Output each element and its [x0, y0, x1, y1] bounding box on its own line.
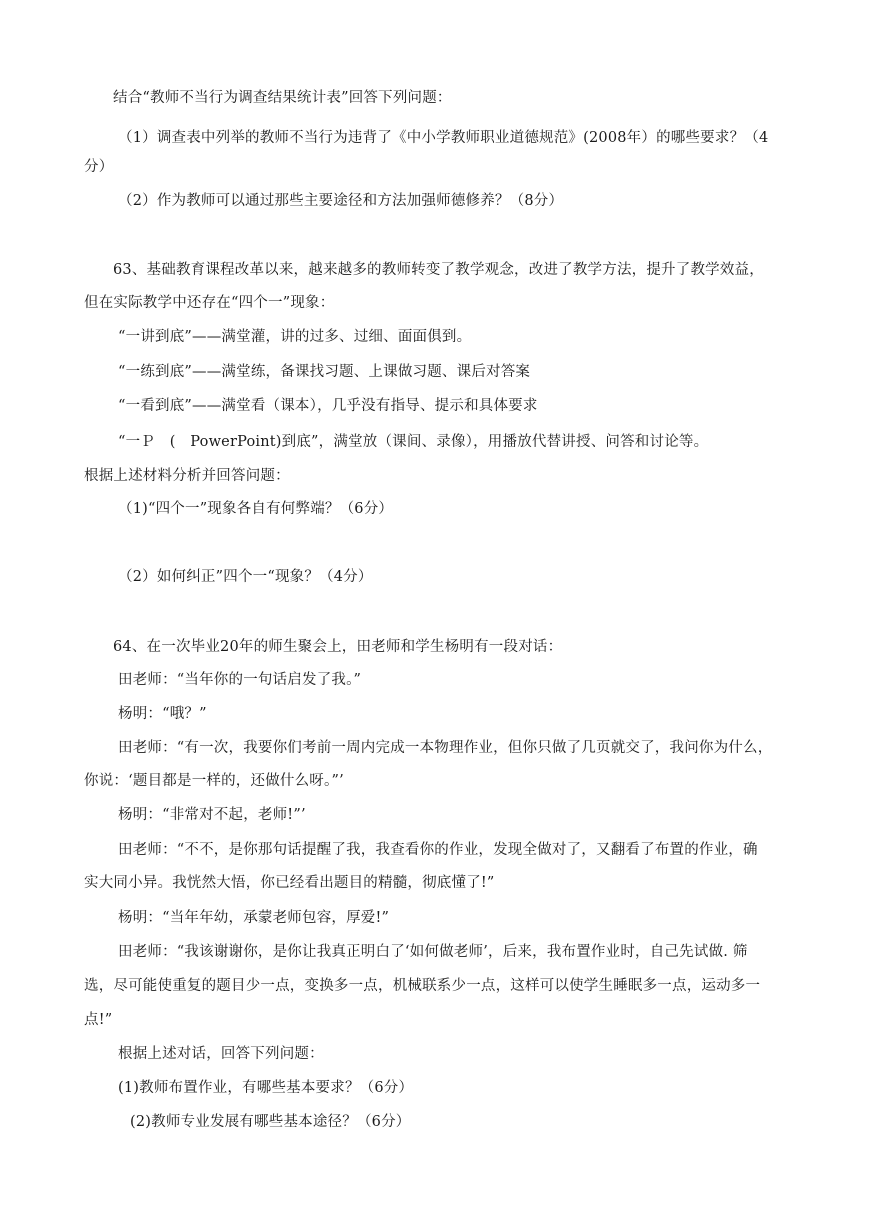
- q64-dialogue-5-line2: 实大同小异。我恍然大悟，你已经看出题目的精髓，彻底懂了!”: [84, 875, 495, 891]
- q64-prompt: 根据上述对话，回答下列问题：: [118, 1046, 324, 1062]
- q64-dialogue-7-line1: 田老师：“我该谢谢你，是你让我真正明白了‘如何做老师’，后来，我布置作业时，自己先试做. 筛: [118, 944, 748, 960]
- q64-line1: 64、在一次毕业20年的师生聚会上，田老师和学生杨明有一段对话：: [113, 639, 563, 655]
- q63-line1: 63、基础教育课程改革以来，越来越多的教师转变了教学观念，改进了教学方法，提升了教学效益，: [113, 262, 764, 278]
- q63-prompt: 根据上述材料分析并回答问题：: [84, 468, 290, 484]
- q63-item2: “一练到底”——满堂练，备课找习题、上课做习题、课后对答案: [118, 364, 531, 380]
- q64-dialogue-7-line3: 点!”: [84, 1012, 113, 1028]
- q63-sub2: （2）如何纠正”四个一“现象？（4分）: [118, 569, 373, 585]
- q62-sub1-line2: 分）: [84, 159, 114, 175]
- q62-intro: 结合“教师不当行为调查结果统计表”回答下列问题：: [113, 90, 452, 106]
- q64-dialogue-5-line1: 田老师：“不不，是你那句话提醒了我，我查看你的作业，发现全做对了，又翻看了布置的作业，确: [118, 842, 758, 858]
- q63-line2: 但在实际教学中还存在“四个一”现象：: [84, 295, 335, 311]
- q63-item3: “一看到底”——满堂看（课本），几乎没有指导、提示和具体要求: [118, 398, 538, 414]
- q63-item1: “一讲到底”——满堂灌，讲的过多、过细、面面俱到。: [118, 329, 472, 345]
- q64-dialogue-3-line1: 田老师：“有一次，我要你们考前一周内完成一本物理作业，但你只做了几页就交了，我问你为什么，: [118, 740, 773, 756]
- q62-sub1-line1: （1）调查表中列举的教师不当行为违背了《中小学教师职业道德规范》(2008年）的哪些要求？（4: [118, 130, 769, 146]
- q64-dialogue-1: 田老师：“当年你的一句话启发了我。”: [118, 672, 362, 688]
- q63-item4: “一Ｐ ( PowerPoint)到底”，满堂放（课间、录像），用播放代替讲授、问答和讨论等。: [118, 434, 709, 450]
- q64-sub2: (2)教师专业发展有哪些基本途径？（6分）: [130, 1114, 411, 1130]
- q62-sub2: （2）作为教师可以通过那些主要途径和方法加强师德修养？（8分）: [118, 193, 564, 209]
- q64-dialogue-2: 杨明：“哦？”: [118, 706, 207, 722]
- q64-dialogue-6: 杨明：“当年年幼，承蒙老师包容，厚爱!”: [118, 910, 390, 926]
- q64-dialogue-3-line2: 你说：‘题目都是一样的，还做什么呀。”’: [84, 773, 344, 789]
- q63-sub1: （1)“四个一”现象各自有何弊端？（6分）: [118, 501, 394, 517]
- q64-sub1: (1)教师布置作业，有哪些基本要求？（6分）: [118, 1080, 414, 1096]
- q64-dialogue-4: 杨明：“非常对不起，老师!”’: [118, 807, 306, 823]
- q64-dialogue-7-line2: 选，尽可能使重复的题目少一点，变换多一点，机械联系少一点，这样可以使学生睡眠多一点，运动多一: [84, 978, 761, 994]
